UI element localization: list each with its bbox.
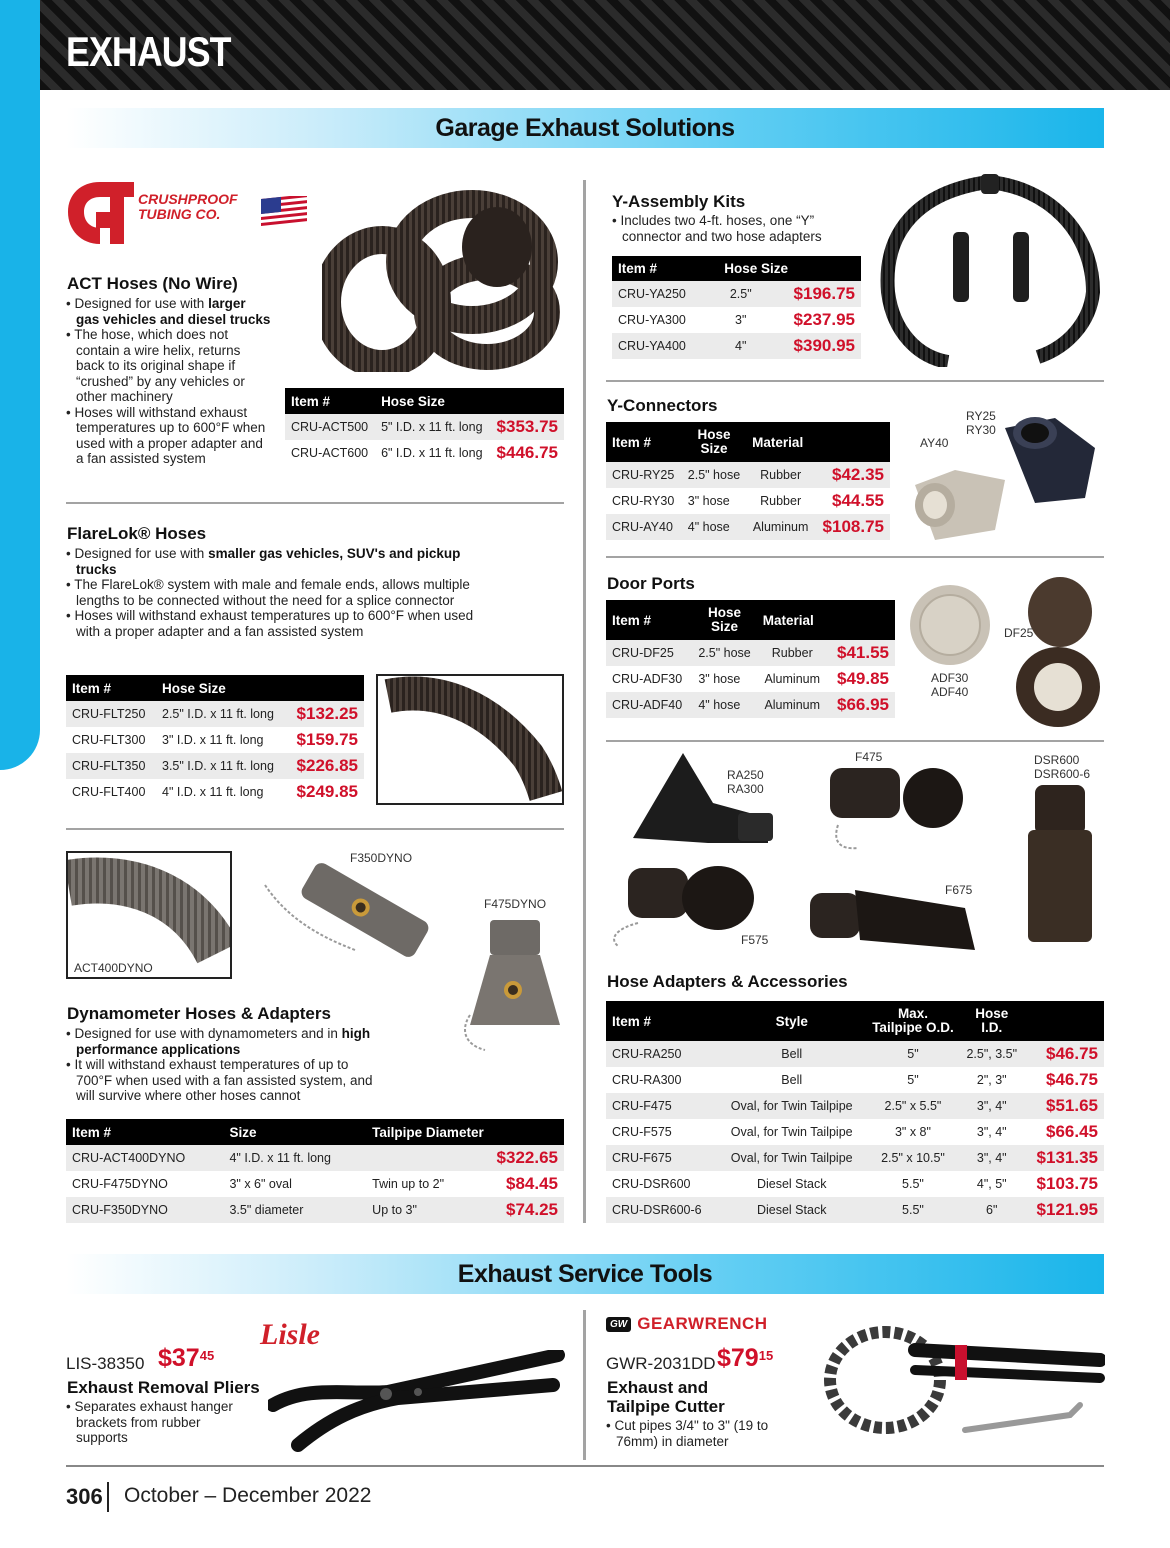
y-assembly-title: Y-Assembly Kits bbox=[612, 192, 746, 211]
f475dyno-image bbox=[455, 915, 565, 1055]
column-divider-tools bbox=[583, 1310, 586, 1460]
exhaust-pliers-image bbox=[268, 1350, 568, 1460]
flarelok-feature-1: • Designed for use with smaller gas vehicles, SUV's and pickup trucks bbox=[66, 546, 486, 577]
act400dyno-image: ACT400DYNO bbox=[66, 851, 232, 979]
f475-label: F475 bbox=[855, 750, 883, 764]
act-hoses-table bbox=[285, 388, 564, 466]
act-feature-2: • The hose, which does not contain a wire helix, returns back to its original shape if “crushed” by any vehicles or other machinery bbox=[66, 327, 271, 405]
dyno-feature-1: • Designed for use with dynamometers and in high performance applications bbox=[66, 1026, 386, 1057]
f350dyno-label: F350DYNO bbox=[350, 851, 413, 865]
crushproof-wordmark: CRUSHPROOF TUBING CO. bbox=[138, 191, 238, 222]
crushproof-logo-mark bbox=[66, 178, 136, 248]
act-feature-3: • Hoses will withstand exhaust temperatures up to 600°F when used with a proper adapter and a fan assisted system bbox=[66, 405, 271, 467]
table-row: CRU-FLT250 2.5" I.D. x 11 ft. long $132.25 bbox=[66, 701, 364, 727]
flarelok-feature-2: • The FlareLok® system with male and female ends, allows multiple lengths to be connected without the need for a splice connector bbox=[66, 577, 486, 608]
table-row: CRU-FLT400 4" I.D. x 11 ft. long $249.85 bbox=[72, 782, 358, 801]
cutter-feature-1: • Cut pipes 3/4" to 3" (19 to 76mm) in diameter bbox=[606, 1418, 796, 1449]
table-row: CRU-YA300 3" $237.95 bbox=[618, 310, 855, 329]
act-hose-coil-image bbox=[322, 182, 567, 372]
dsr-diesel-stack-image bbox=[1025, 780, 1095, 945]
table-row: CRU-F675 Oval, for Twin Tailpipe 2.5" x 10.5" 3", 4" $131.35 bbox=[606, 1145, 1104, 1171]
divider bbox=[606, 556, 1104, 558]
table-row: CRU-RY25 2.5" hose Rubber $42.35 bbox=[606, 462, 890, 488]
section-title-tools: Exhaust Service Tools bbox=[66, 1254, 1104, 1294]
page-category-title: EXHAUST bbox=[66, 28, 231, 75]
f475dyno-label: F475DYNO bbox=[484, 897, 547, 911]
adf-label: ADF30 ADF40 bbox=[931, 671, 969, 699]
adf-door-port-image bbox=[905, 580, 995, 670]
table-row: CRU-DF25 2.5" hose Rubber $41.55 bbox=[606, 640, 895, 666]
table-row: CRU-YA400 4" $390.95 bbox=[612, 333, 861, 359]
act-hoses-title: ACT Hoses (No Wire) bbox=[67, 274, 238, 293]
table-row: CRU-AY40 4" hose Aluminum $108.75 bbox=[606, 514, 890, 540]
table-row: CRU-RA300 Bell 5" 2", 3" $46.75 bbox=[612, 1070, 1098, 1089]
table-row: CRU-FLT300 3" I.D. x 11 ft. long $159.75 bbox=[72, 730, 358, 749]
table-row: CRU-RY30 3" hose Rubber $44.55 bbox=[612, 491, 884, 510]
cutter-sku: GWR-2031DD bbox=[606, 1354, 716, 1373]
lisle-logo: Lisle bbox=[260, 1318, 320, 1351]
y-connectors-table: Item # Hose Size Material CRU-RY25 2.5" hose Rubber $42.35 CRU-RY30 3" hose Rubber $44.55 CRU-AY40 4" hose Aluminum $108.75 bbox=[606, 422, 890, 540]
table-row: CRU-F575 Oval, for Twin Tailpipe 3" x 8" 3", 4" $66.45 bbox=[612, 1122, 1098, 1141]
tailpipe-cutter-image bbox=[815, 1320, 1105, 1455]
f575-label: F575 bbox=[741, 933, 769, 947]
pliers-features bbox=[66, 1399, 256, 1446]
gearwrench-logo: GW GEARWRENCH bbox=[606, 1314, 768, 1334]
door-ports-title: Door Ports bbox=[607, 574, 695, 593]
column-divider bbox=[583, 180, 586, 1223]
divider bbox=[606, 380, 1104, 382]
section-tab bbox=[0, 0, 40, 770]
cutter-title: Exhaust and Tailpipe Cutter bbox=[607, 1378, 725, 1416]
flarelok-title: FlareLok® Hoses bbox=[67, 524, 207, 543]
footer-divider bbox=[66, 1465, 1104, 1467]
col-hose-size: Hose Size bbox=[375, 388, 564, 414]
table-row: CRU-FLT350 3.5" I.D. x 11 ft. long $226.85 bbox=[66, 753, 364, 779]
divider bbox=[66, 502, 564, 504]
df25-label: DF25 bbox=[1004, 626, 1034, 640]
y-connectors-title: Y-Connectors bbox=[607, 396, 718, 415]
hose-adapters-table: Item # Style Max. Tailpipe O.D. Hose I.D. CRU-RA250 Bell 5" 2.5", 3.5" $46.75 CRU-RA300 Bell 5" 2", 3" $46.75 CRU-F475 Oval, for Twin Tailpipe 2.5" x 5.5" 3", 4" $51.65 CRU-F575 Oval, for Twin Tailpipe 3" x 8" 3", 4" $66.45 CRU-F675 Oval, for Twin Tailpipe 2.5" x 10.5" 3", 4" $131.35 CRU-DSR600 Diesel Stack 5.5" 4", 5" $103.75 CRU-DSR600-6 Diesel Stack 5.5" 6" $121.95 bbox=[606, 1001, 1104, 1223]
ra-label: RA250 RA300 bbox=[727, 768, 764, 796]
act-feature-1: • Designed for use with larger gas vehicles and diesel trucks bbox=[66, 296, 271, 327]
table-row: CRU-F475 Oval, for Twin Tailpipe 2.5" x 5.5" 3", 4" $51.65 bbox=[606, 1093, 1104, 1119]
ry-label: RY25 RY30 bbox=[966, 409, 996, 437]
pliers-sku: LIS-38350 bbox=[66, 1354, 145, 1373]
flarelok-feature-3: • Hoses will withstand exhaust temperatures up to 600°F when used with a proper adapter and a fan assisted system bbox=[66, 608, 486, 639]
crushproof-logo bbox=[66, 178, 316, 248]
y-assembly-table: Item # Hose Size CRU-YA250 2.5" $196.75 CRU-YA300 3" $237.95 CRU-YA400 4" $390.95 bbox=[612, 256, 861, 359]
table-row: CRU-ACT600 6" I.D. x 11 ft. long $446.75 bbox=[291, 443, 558, 462]
dyno-title: Dynamometer Hoses & Adapters bbox=[67, 1004, 331, 1023]
table-row: CRU-RA250 Bell 5" 2.5", 3.5" $46.75 bbox=[606, 1041, 1104, 1067]
y-assembly-kit-image bbox=[878, 172, 1103, 367]
ay-connector-image bbox=[905, 455, 1015, 545]
col-item: Item # bbox=[285, 388, 375, 414]
dsr-label: DSR600 DSR600-6 bbox=[1034, 753, 1091, 781]
y-assembly-feature-1: • Includes two 4-ft. hoses, one “Y” connector and two hose adapters bbox=[612, 213, 862, 244]
flarelok-features bbox=[66, 546, 486, 639]
y-assembly-features bbox=[612, 213, 862, 244]
dyno-table: Item # Size Tailpipe Diameter CRU-ACT400DYNO 4" I.D. x 11 ft. long $322.65 CRU-F475DYNO 3" x 6" oval Twin up to 2" $84.45 CRU-F350DYNO 3.5" diameter Up to 3" $74.25 bbox=[66, 1119, 564, 1223]
act-hoses-features bbox=[66, 296, 271, 467]
footer-separator bbox=[107, 1482, 109, 1512]
section-title-garage: Garage Exhaust Solutions bbox=[66, 108, 1104, 148]
f350dyno-image bbox=[255, 855, 430, 970]
pliers-price: $\$37^{45}$ bbox=[158, 1344, 215, 1372]
table-row: CRU-F475DYNO 3" x 6" oval Twin up to 2" $84.45 bbox=[72, 1174, 558, 1193]
pliers-feature-1: • Separates exhaust hanger brackets from rubber supports bbox=[66, 1399, 256, 1446]
door-ports-table: Item # Hose Size Material CRU-DF25 2.5" hose Rubber $41.55 CRU-ADF30 3" hose Aluminum $49.85 CRU-ADF40 4" hose Aluminum $66.95 bbox=[606, 600, 895, 718]
page-number: 306 bbox=[66, 1484, 103, 1509]
table-row: CRU-ADF30 3" hose Aluminum $49.85 bbox=[612, 669, 889, 688]
hose-adapters-title: Hose Adapters & Accessories bbox=[607, 972, 848, 991]
table-row: CRU-ACT400DYNO 4" I.D. x 11 ft. long $322.65 bbox=[66, 1145, 564, 1171]
table-row: CRU-F350DYNO 3.5" diameter Up to 3" $74.25 bbox=[66, 1197, 564, 1223]
footer-date: October – December 2022 bbox=[124, 1484, 372, 1507]
f475-adapter-image bbox=[818, 760, 968, 855]
dyno-feature-2: • It will withstand exhaust temperatures of up to 700°F when used with a fan assisted system, and will survive where other hoses cannot bbox=[66, 1057, 386, 1104]
table-row: CRU-DSR600-6 Diesel Stack 5.5" 6" $121.95 bbox=[606, 1197, 1104, 1223]
f575-adapter-image bbox=[608, 858, 758, 948]
cutter-features bbox=[606, 1418, 796, 1449]
f675-label: F675 bbox=[945, 883, 973, 897]
dyno-features bbox=[66, 1026, 386, 1104]
table-row: CRU-ACT500 5" I.D. x 11 ft. long $353.75 bbox=[285, 414, 564, 440]
ay-label: AY40 bbox=[920, 436, 949, 450]
usa-flag-icon bbox=[261, 196, 307, 226]
pliers-title: Exhaust Removal Pliers bbox=[67, 1378, 260, 1397]
flarelok-table: Item # Hose Size CRU-FLT250 2.5" I.D. x 11 ft. long $132.25 CRU-FLT300 3" I.D. x 11 ft. long $159.75 CRU-FLT350 3.5" I.D. x 11 ft. long $226.85 CRU-FLT400 4" I.D. x 11 ft. long $249.85 bbox=[66, 675, 364, 805]
flarelok-hose-image bbox=[376, 674, 564, 805]
cutter-price: $\$79^{15}$ bbox=[717, 1344, 774, 1372]
df25-door-port-image bbox=[1010, 572, 1105, 732]
table-row: CRU-YA250 2.5" $196.75 bbox=[612, 281, 861, 307]
divider bbox=[66, 828, 564, 830]
divider bbox=[606, 740, 1104, 742]
table-row: CRU-ADF40 4" hose Aluminum $66.95 bbox=[606, 692, 895, 718]
table-row: CRU-DSR600 Diesel Stack 5.5" 4", 5" $103.75 bbox=[612, 1174, 1098, 1193]
